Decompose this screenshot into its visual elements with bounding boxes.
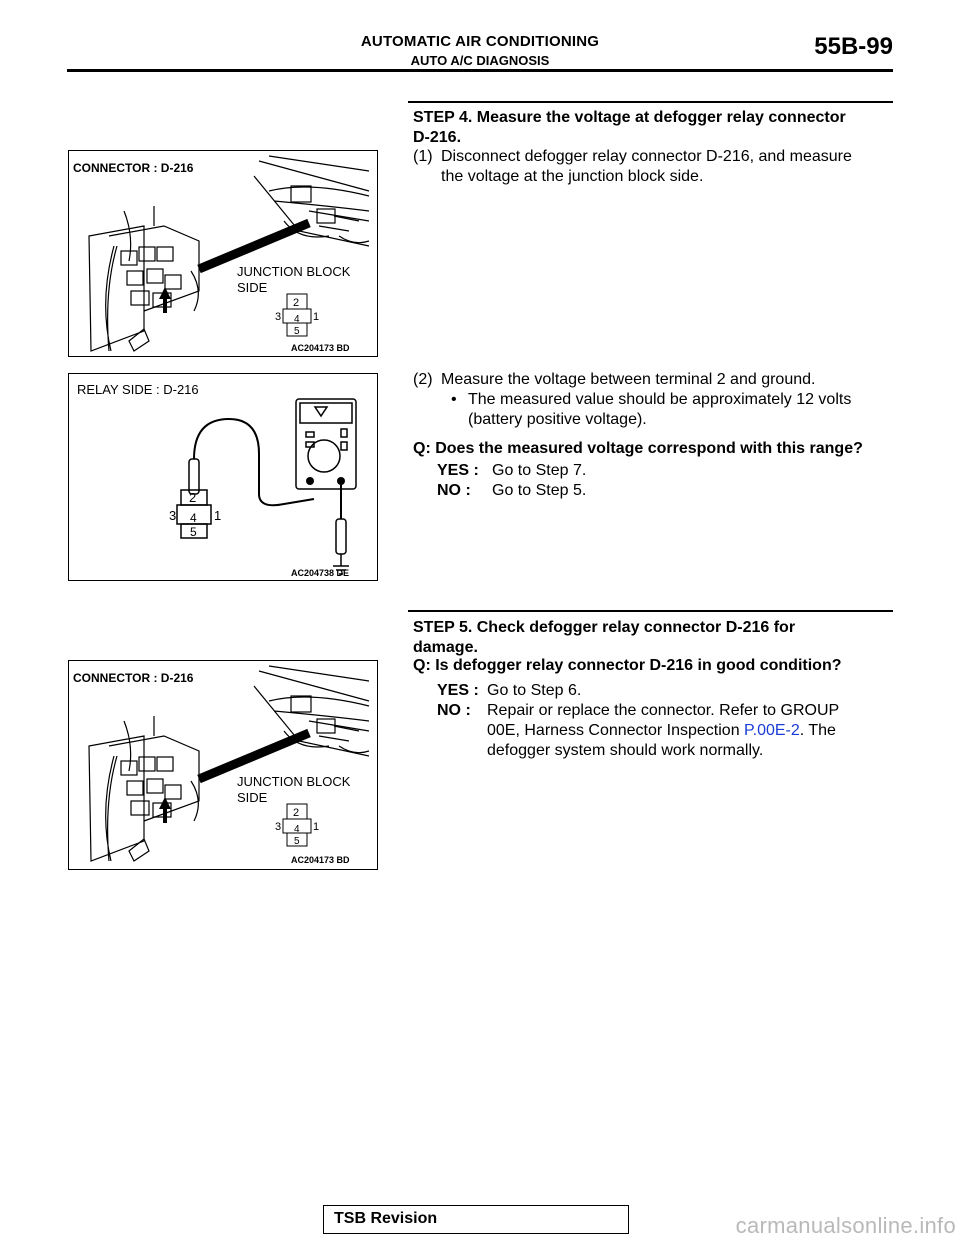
step4-item1-line1: Disconnect defogger relay connector D-216, and measure <box>441 148 852 165</box>
pin-5: 5 <box>294 326 300 337</box>
pin-4: 4 <box>190 511 197 525</box>
pin-1: 1 <box>313 311 320 323</box>
connector-figure-2 <box>68 660 378 870</box>
pin-1: 1 <box>214 508 222 523</box>
bullet-icon: • <box>451 391 457 408</box>
step5-no-line3: defogger system should work normally. <box>487 742 764 759</box>
figure-id: AC204738 DE <box>291 568 350 578</box>
header-rule <box>67 69 893 72</box>
step5-heading-line2: damage. <box>413 639 478 656</box>
pin-3: 3 <box>169 508 177 523</box>
step4-item2-number: (2) <box>413 371 433 388</box>
tsb-revision-box <box>323 1205 629 1234</box>
tsb-revision-label: TSB Revision <box>334 1210 438 1227</box>
connector-figure-1 <box>68 150 378 357</box>
step4-item1-line2: the voltage at the junction block side. <box>441 168 704 185</box>
step5-no-line2 <box>487 721 836 741</box>
step5-yes-text: Go to Step 6. <box>487 682 582 699</box>
pin-1: 1 <box>313 821 320 833</box>
connector-label: CONNECTOR : D-216 <box>73 161 194 175</box>
page-subtitle: AUTO A/C DIAGNOSIS <box>410 53 550 68</box>
step4-bullet-line2: (battery positive voltage). <box>468 411 647 428</box>
junction-label-line1: JUNCTION BLOCK <box>237 774 351 789</box>
step4-question: Q: Does the measured voltage correspond with this range? <box>413 440 863 457</box>
junction-label-line1: JUNCTION BLOCK <box>237 264 351 279</box>
junction-label-line2: SIDE <box>237 790 268 805</box>
connector-illustration <box>69 661 377 869</box>
step4-heading-line2: D-216. <box>413 129 462 146</box>
pin-3: 3 <box>275 311 282 323</box>
step4-no-label: NO : <box>437 482 471 499</box>
relay-side-label: RELAY SIDE : D-216 <box>77 382 199 397</box>
voltmeter-illustration <box>69 374 377 580</box>
pin-5: 5 <box>294 836 300 847</box>
step5-rule <box>408 610 893 612</box>
pin-2: 2 <box>189 490 197 505</box>
step5-no-label: NO : <box>437 702 471 719</box>
step4-no-text: Go to Step 5. <box>492 482 587 499</box>
pin-4: 4 <box>294 314 300 325</box>
step5-question: Q: Is defogger relay connector D-216 in good condition? <box>413 657 842 674</box>
step4-rule <box>408 101 893 103</box>
step4-yes-text: Go to Step 7. <box>492 462 587 479</box>
step4-heading-line1: STEP 4. Measure the voltage at defogger relay connector <box>413 109 846 126</box>
page-title: AUTOMATIC AIR CONDITIONING <box>360 33 600 50</box>
page-number: 55B-99 <box>814 33 893 60</box>
connector-illustration <box>69 151 377 356</box>
pin-4: 4 <box>294 824 300 835</box>
step4-item1-number: (1) <box>413 148 433 165</box>
pin-5: 5 <box>190 525 197 539</box>
figure-id: AC204173 BD <box>291 855 350 865</box>
step5-no-line2-text: 00E, Harness Connector Inspection <box>487 722 745 739</box>
watermark: carmanualsonline.info <box>735 1213 956 1238</box>
pin-2: 2 <box>293 807 300 819</box>
step4-bullet-line1: The measured value should be approximately 12 volts <box>468 391 852 408</box>
step4-item2-text: Measure the voltage between terminal 2 and ground. <box>441 371 816 388</box>
step5-no-line2-tail: . The <box>799 722 836 739</box>
step5-yes-label: YES : <box>437 682 479 699</box>
junction-label-line2: SIDE <box>237 280 268 295</box>
connector-label: CONNECTOR : D-216 <box>73 671 194 685</box>
pin-2: 2 <box>293 297 300 309</box>
meter-figure <box>68 373 378 581</box>
figure-id: AC204173 BD <box>291 343 350 353</box>
step5-no-line1: Repair or replace the connector. Refer to GROUP <box>487 702 840 719</box>
pin-3: 3 <box>275 821 282 833</box>
step5-heading-line1: STEP 5. Check defogger relay connector D-216 for <box>413 619 796 636</box>
group-00e-link[interactable]: P.00E-2 <box>744 722 800 739</box>
step4-yes-label: YES : <box>437 462 479 479</box>
